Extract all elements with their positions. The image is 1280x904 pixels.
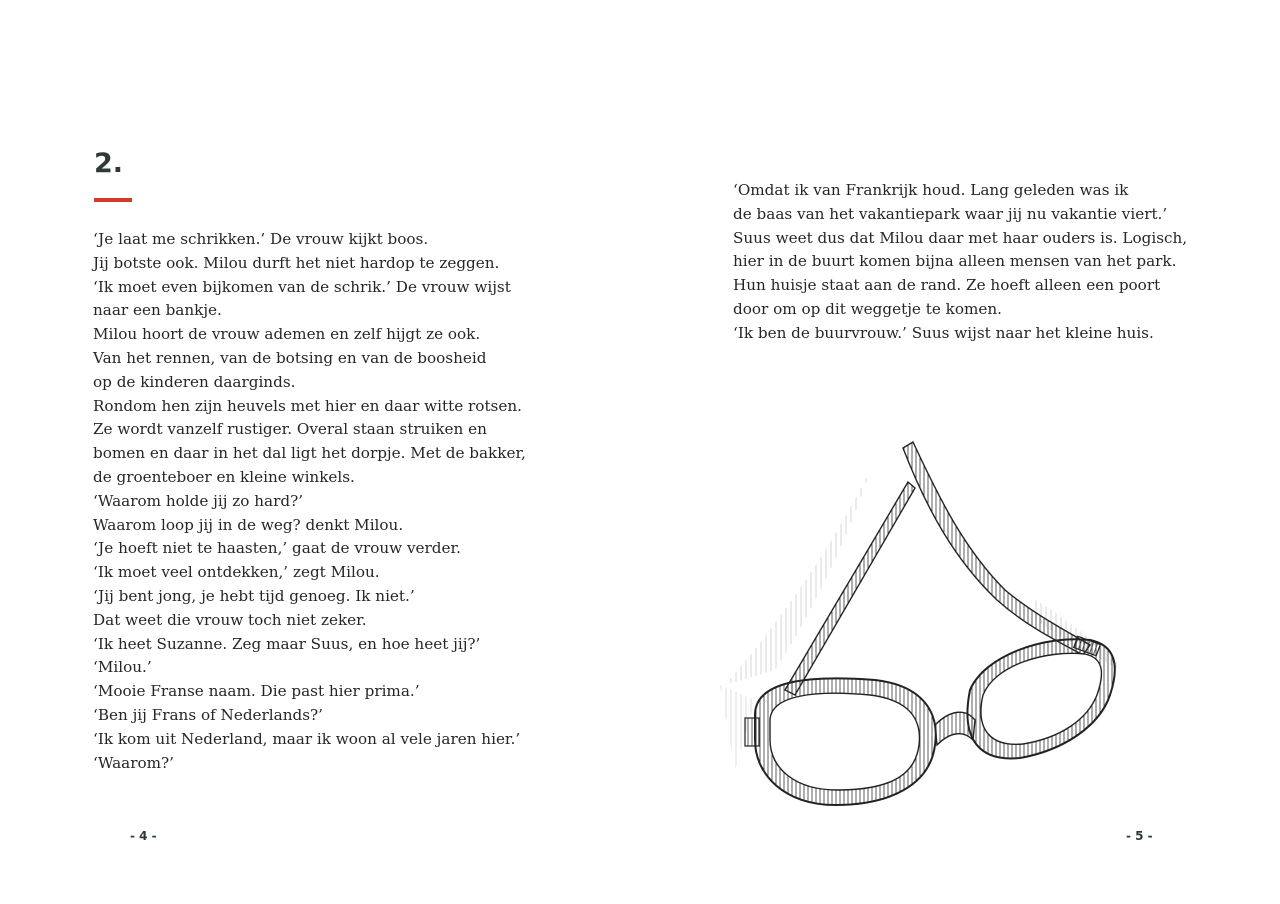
text-line: ‘Mooie Franse naam. Die past hier prima.’ <box>93 682 420 701</box>
text-line: Van het rennen, van de botsing en van de boosheid <box>93 348 487 367</box>
text-line: de baas van het vakantiepark waar jij nu vakantie viert.’ <box>733 204 1168 223</box>
text-line: op de kinderen daarginds. <box>93 372 296 391</box>
text-line: Dat weet die vrouw toch niet zeker. <box>93 610 367 629</box>
chapter-accent-rule <box>94 198 132 202</box>
text-line: Ze wordt vanzelf rustiger. Overal staan struiken en <box>93 420 487 439</box>
left-lens-frame <box>755 678 936 805</box>
text-line: ‘Ik moet even bijkomen van de schrik.’ De vrouw wijst <box>93 277 511 296</box>
text-line: ‘Ben jij Frans of Nederlands?’ <box>93 705 323 724</box>
text-line: ‘Jij bent jong, je hebt tijd genoeg. Ik niet.’ <box>93 586 415 605</box>
text-line: ‘Ik kom uit Nederland, maar ik woon al vele jaren hier.’ <box>93 729 521 748</box>
page-number-left: - 4 - <box>130 829 157 843</box>
chapter-number: 2. <box>94 148 124 179</box>
text-line: door om op dit weggetje te komen. <box>733 299 1002 318</box>
text-line: naar een bankje. <box>93 301 222 320</box>
text-line: ‘Je laat me schrikken.’ De vrouw kijkt boos. <box>93 230 429 248</box>
text-line: ‘Omdat ik van Frankrijk houd. Lang geleden was ik <box>733 181 1129 199</box>
text-line: ‘Ik moet veel ontdekken,’ zegt Milou. <box>93 563 380 582</box>
text-line: Milou hoort de vrouw ademen en zelf hijgt ze ook. <box>93 325 481 344</box>
right-page-body <box>733 179 1187 346</box>
text-line: Suus weet dus dat Milou daar met haar ouders is. Logisch, <box>733 228 1188 247</box>
page-number-right: - 5 - <box>1126 829 1153 843</box>
text-line: ‘Waarom holde jij zo hard?’ <box>93 491 304 510</box>
text-line: ‘Ik ben de buurvrouw.’ Suus wijst naar het kleine huis. <box>733 323 1154 342</box>
text-line: ‘Milou.’ <box>93 658 152 677</box>
text-line: ‘Ik heet Suzanne. Zeg maar Suus, en hoe heet jij?’ <box>93 634 481 653</box>
text-line: bomen en daar in het dal ligt het dorpje. Met de bakker, <box>93 444 526 463</box>
right-lens-frame <box>967 639 1114 758</box>
text-line: hier in de buurt komen bijna alleen mensen van het park. <box>733 252 1177 271</box>
text-line: de groenteboer en kleine winkels. <box>93 467 355 486</box>
left-page-body <box>93 228 526 775</box>
text-line: Rondom hen zijn heuvels met hier en daar witte rotsen. <box>93 396 522 415</box>
text-line: Jij botste ook. Milou durft het niet hardop te zeggen. <box>93 253 500 272</box>
text-line: Waarom loop jij in de weg? denkt Milou. <box>93 515 404 534</box>
text-line: ‘Je hoeft niet te haasten,’ gaat de vrouw verder. <box>93 539 461 558</box>
left-hinge <box>745 718 759 746</box>
reading-glasses-icon <box>715 440 1130 815</box>
text-line: ‘Waarom?’ <box>93 753 175 772</box>
text-line: Hun huisje staat aan de rand. Ze hoeft alleen een poort <box>733 276 1161 295</box>
